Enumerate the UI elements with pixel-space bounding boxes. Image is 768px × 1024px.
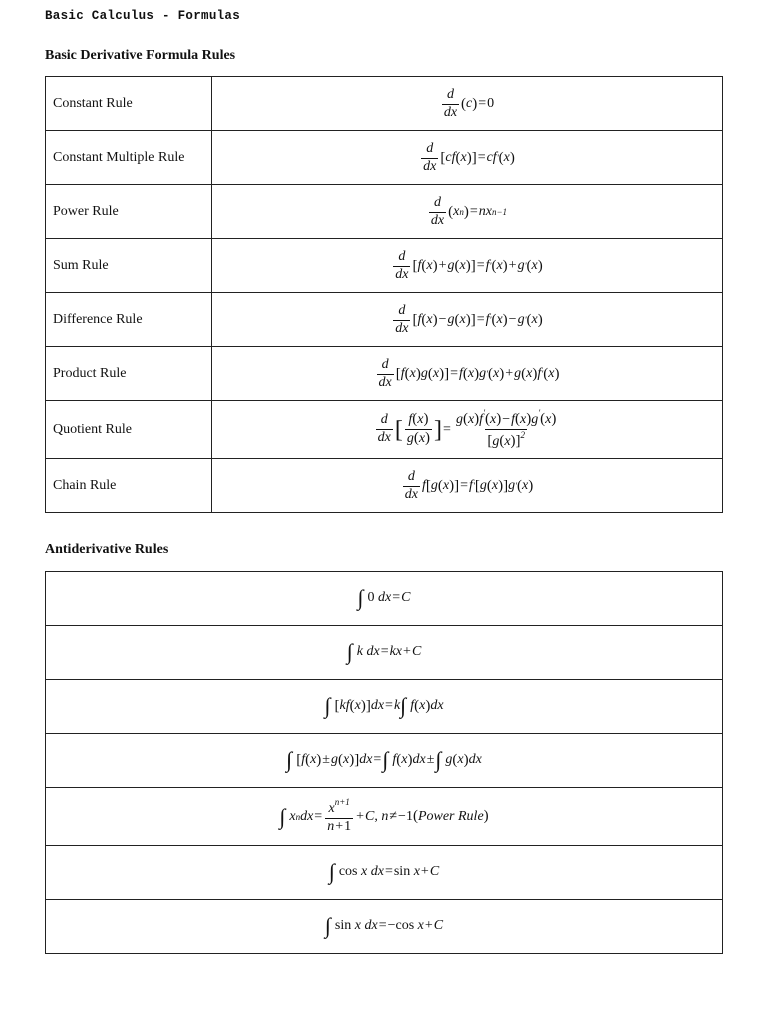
rule-name: Power Rule xyxy=(46,185,212,239)
rule-name: Constant Rule xyxy=(46,77,212,131)
rule-formula: $\frac{d}{dx}$ ( x n ) = nx n−1 xyxy=(212,185,723,239)
table-row xyxy=(46,239,723,293)
rule-formula: $\frac{d}{dx}$ f [ g ( x ) ] = f ' [ g ( x ) ] g ' ( x ) xyxy=(212,459,723,513)
rule-formula: ∫ [ f ( x ) ± g ( x ) ] dx = ∫ f ( x ) dx ± ∫ g ( x ) dx xyxy=(46,734,723,788)
table-row xyxy=(46,900,723,954)
table-row xyxy=(46,680,723,734)
document-title: Basic Calculus - Formulas xyxy=(45,9,241,23)
antiderivative-rules-table xyxy=(45,571,723,954)
table-row xyxy=(46,459,723,513)
rule-name: Difference Rule xyxy=(46,293,212,347)
rule-name: Product Rule xyxy=(46,347,212,401)
rule-formula: $\frac{d}{dx}$ ( c ) = 0 xyxy=(212,77,723,131)
antiderivative-section-heading: Antiderivative Rules xyxy=(45,542,169,557)
derivative-section-heading: Basic Derivative Formula Rules xyxy=(45,48,236,63)
rule-formula: ∫ [ kf ( x ) ] dx = k ∫ f ( x ) dx xyxy=(46,680,723,734)
table-row xyxy=(46,77,723,131)
rule-formula: $\frac{d}{dx}$ [ f ( x ) + g ( x ) ] = f ' ( x ) + g ' ( x ) xyxy=(212,239,723,293)
power-rule-note: Power Rule xyxy=(417,808,484,824)
rule-name: Chain Rule xyxy=(46,459,212,513)
table-row xyxy=(46,846,723,900)
rule-formula: ∫ k dx = kx + C xyxy=(46,626,723,680)
table-row xyxy=(46,347,723,401)
table-row xyxy=(46,734,723,788)
rule-formula: $\frac{d}{dx}$ [ cf ( x ) ] = cf ' ( x ) xyxy=(212,131,723,185)
rule-name: Sum Rule xyxy=(46,239,212,293)
table-row xyxy=(46,572,723,626)
table-row xyxy=(46,131,723,185)
rule-formula: ∫ 0 dx = C xyxy=(46,572,723,626)
table-row xyxy=(46,626,723,680)
rule-formula: $\frac{d}{dx}$ [ f ( x ) − g ( x ) ] = f ' ( x ) − g ' ( x ) xyxy=(212,293,723,347)
rule-name: Quotient Rule xyxy=(46,401,212,459)
rule-formula: ∫ x n dx = $\frac{x^{n+1}}{n+1}$ + C , n ≠ −1 ( Power Rule ) xyxy=(46,788,723,846)
rule-name: Constant Multiple Rule xyxy=(46,131,212,185)
rule-formula: $\frac{d}{dx}$ [ f ( x ) g ( x ) ] = f ( x ) g ' ( x ) + g ( x ) f ' ( x ) xyxy=(212,347,723,401)
rule-formula: $\frac{d}{dx}$ [ $\frac{f(x)}{g(x)}$ ] = $\frac{g(x)f'(x)-f(x)g'(x)}{[g(x)]^2}$ xyxy=(212,401,723,459)
derivative-rules-table xyxy=(45,76,723,513)
table-row xyxy=(46,788,723,846)
table-row xyxy=(46,293,723,347)
rule-formula: ∫ cos x dx = sin x + C xyxy=(46,846,723,900)
rule-formula: ∫ sin x dx = −cos x + C xyxy=(46,900,723,954)
table-row xyxy=(46,401,723,459)
table-row xyxy=(46,185,723,239)
